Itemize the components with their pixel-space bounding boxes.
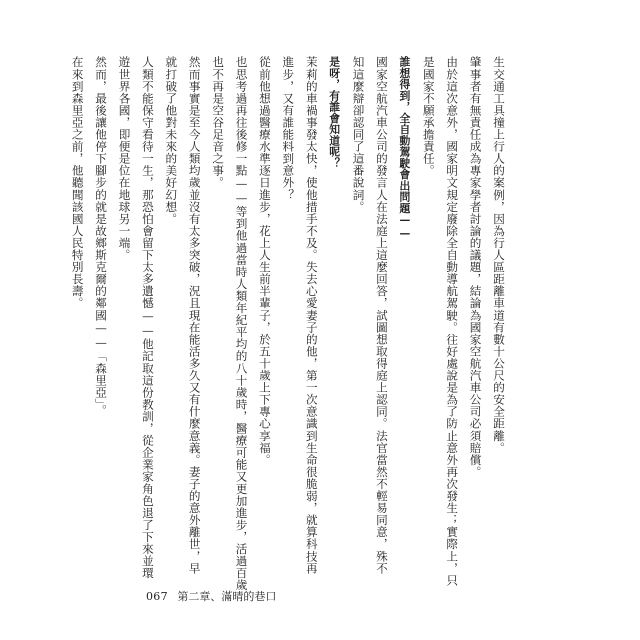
- page-footer: [146, 588, 276, 604]
- text-line: 在來到森里亞之前，他聽聞該國人民特別長壽。: [70, 56, 85, 310]
- text-line: 然而，最後讓他停下腳步的就是故鄉斯克爾的鄰國——「森里亞」。: [94, 56, 109, 417]
- text-line: 然而事實是至今人類均歲並沒有太多突破，況且現在能活多久又有什麼意義。妻子的意外離世，早: [187, 56, 202, 575]
- text-line: 也思考過再往後修一點——等到他過當時人類年紀平均的八十歲時，醫療可能又更加進步，活過百歲: [234, 56, 249, 591]
- text-line: 是國家不願承擔責任。: [421, 56, 436, 177]
- text-line: 知這麼辯卻認同了這番說詞。: [351, 56, 366, 213]
- text-line: 也不再是空谷足音之事。: [211, 56, 226, 189]
- text-line: 肇事者有無責任成為專家學者討論的議題，結論為國家空航汽車公司必須賠償。: [468, 56, 483, 478]
- text-line: 進步，又有誰能料到意外？: [281, 56, 296, 201]
- text-line: 由於這次意外，國家明文規定廢除全自動導航駕駛。往好處說是為了防止意外再次發生；實際上，只: [445, 56, 460, 587]
- text-line: 生交通工具撞上行人的案例，因為行人區距離車道有數十公尺的安全距離。: [492, 56, 506, 454]
- chapter-title: 第二章、滿晴的巷口: [177, 590, 277, 603]
- text-line: 國家空航汽車公司的發言人在法庭上這麼回答，試圖想取得庭上認同。法官當然不輕易同意，殊不: [374, 56, 389, 575]
- bold-quote-line: 誰想得到，全自動駕駛會出問題——: [398, 56, 412, 241]
- text-line: 人類不能保守看待一生，那恐怕會留下太多遺憾——他記取這份教訓，從企業家角色退了下來並環: [140, 56, 155, 579]
- text-line: 茉莉的車禍事發太快，使他措手不及。失去心愛妻子的他，第一次意識到生命很脆弱，就算科技再: [304, 56, 319, 575]
- text-line: 就打破了他對未來的美好幻想。: [164, 56, 179, 225]
- bold-quote-line: 是呀，有誰會知道呢？: [328, 56, 342, 169]
- text-line: 遊世界各國，即便是位在地球另一端。: [117, 56, 132, 261]
- vertical-text-body: [70, 56, 510, 591]
- page-number: 067: [146, 590, 168, 603]
- text-line: 從前他想過醫療水準逐日進步，花上人生前半輩子，於五十歲上下專心享福。: [257, 56, 272, 466]
